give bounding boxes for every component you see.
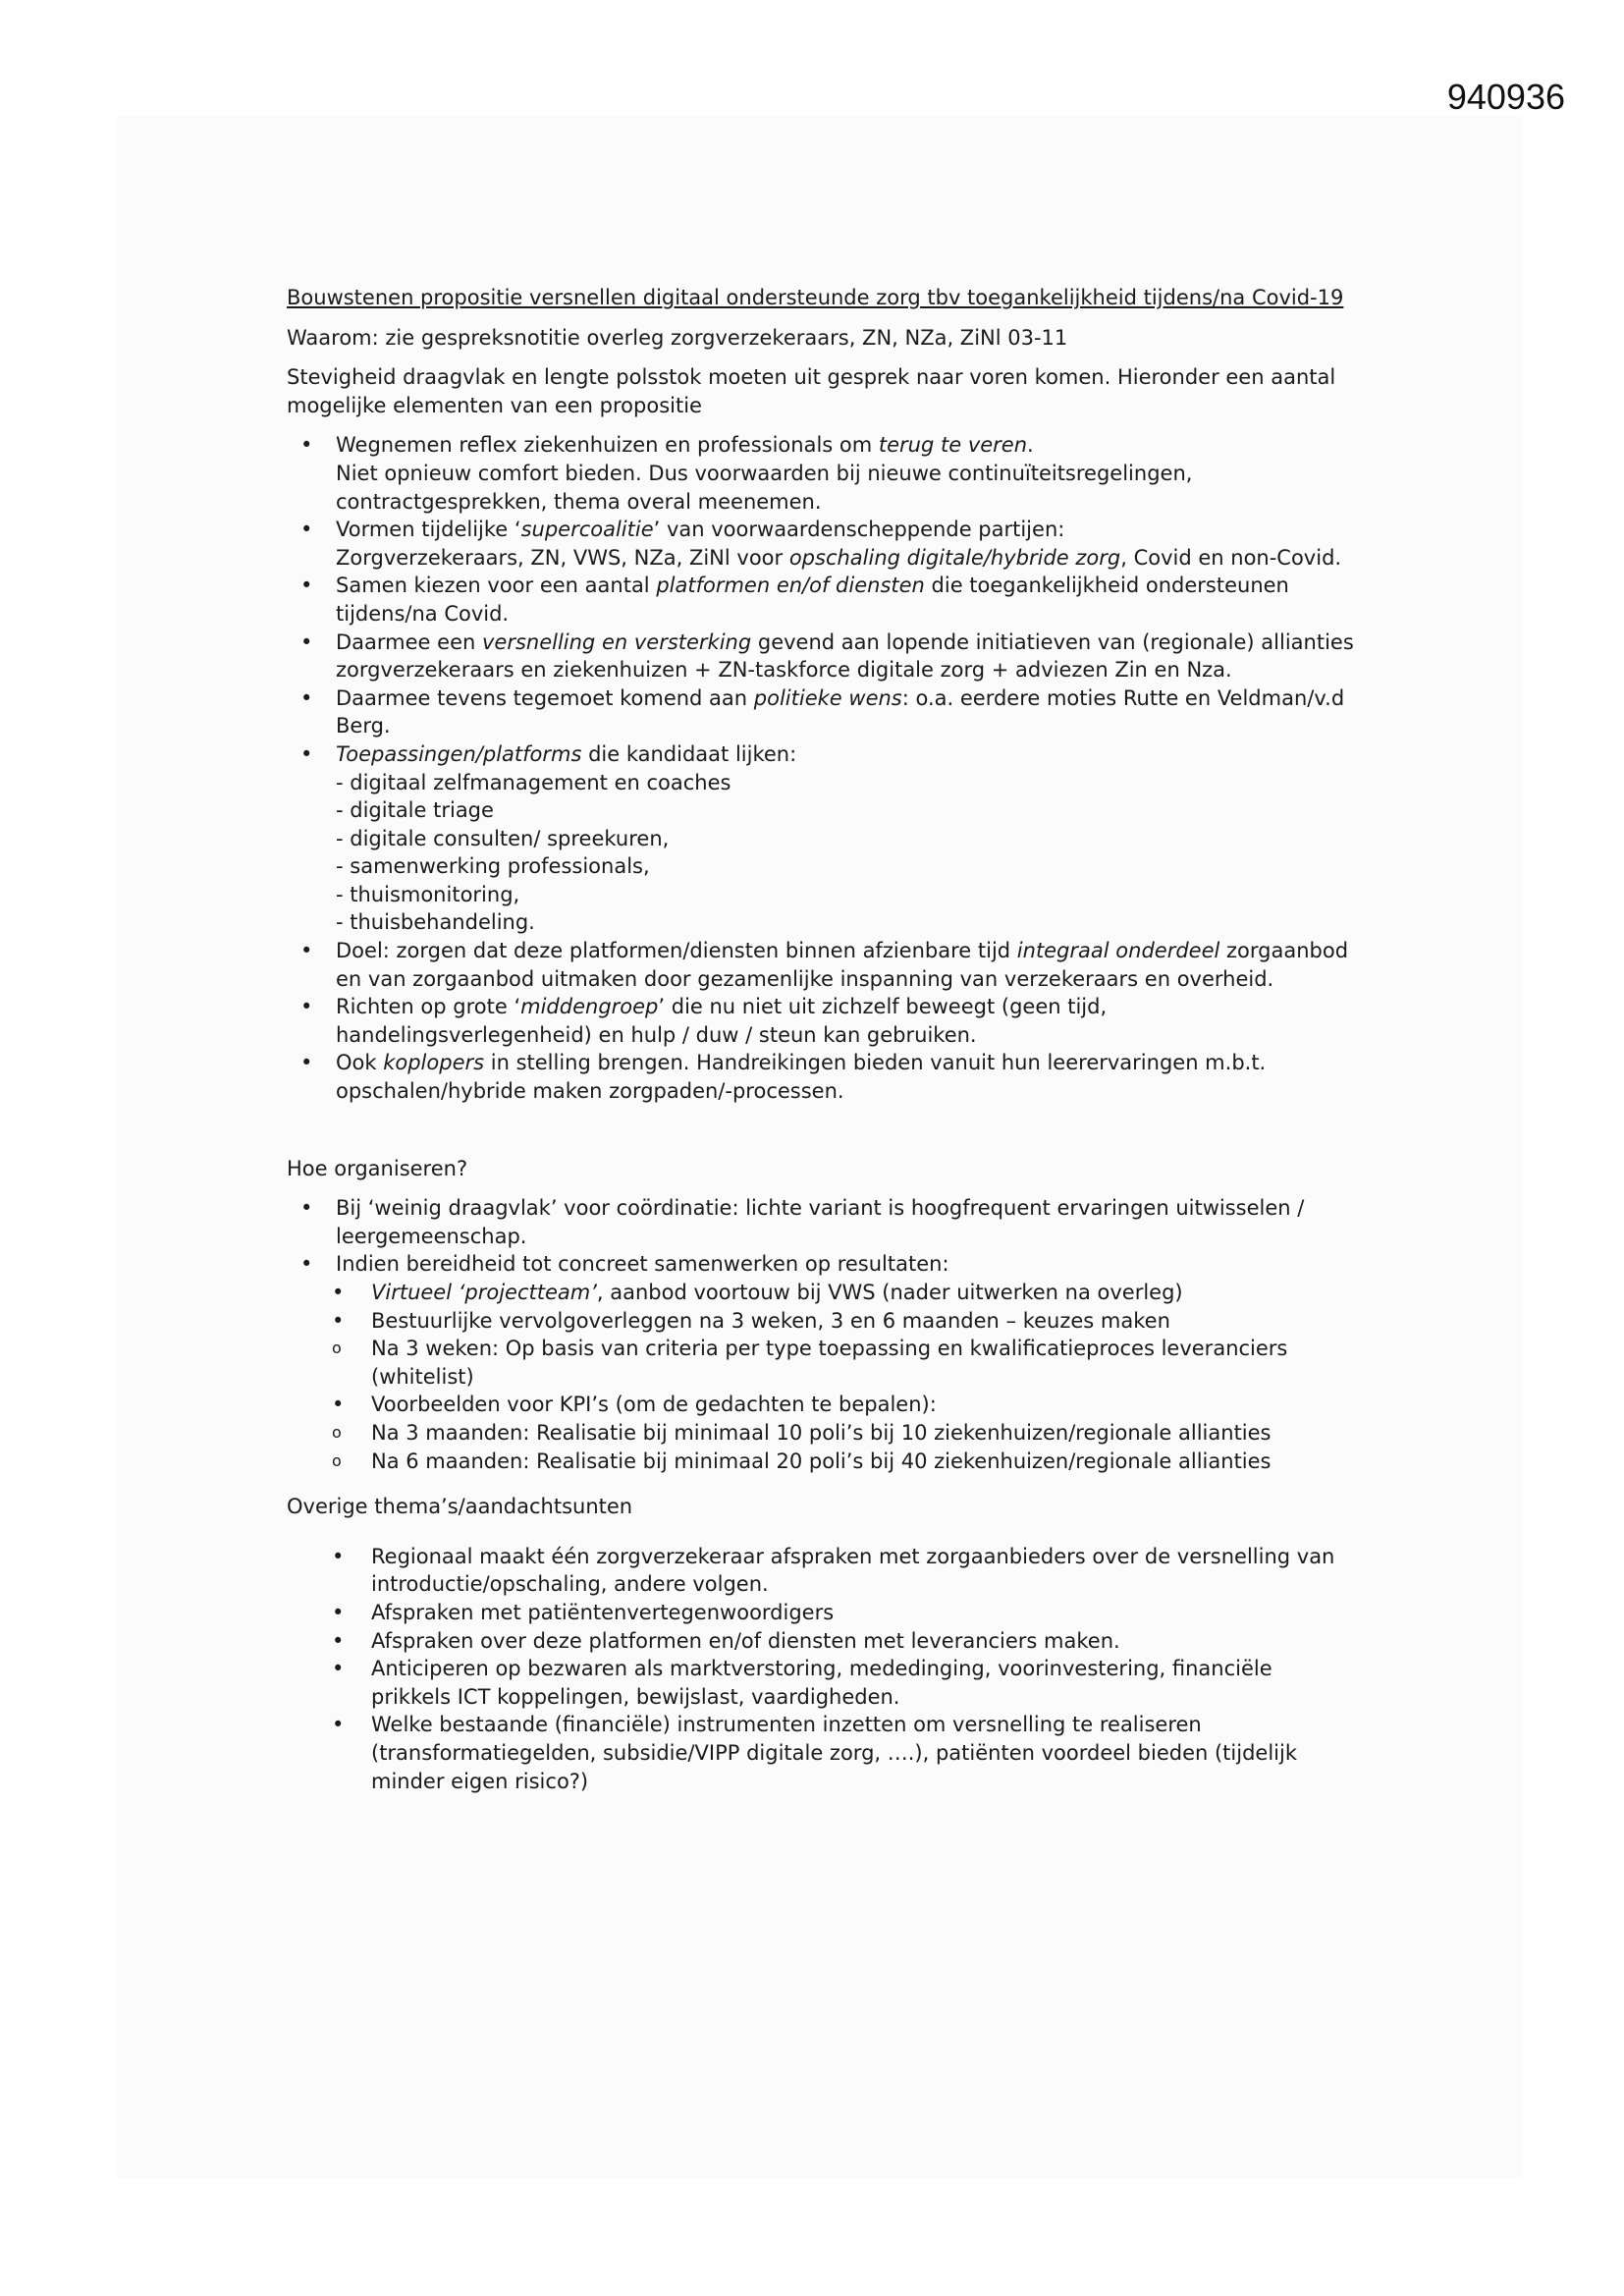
italic-text-segment: supercoalitie [520, 518, 654, 542]
list-item-continuation: - digitale triage [336, 798, 494, 823]
list-item-text [336, 740, 1357, 769]
text-segment: Bij ‘weinig draagvlak’ voor coördinatie: lichte variant is hoogfrequent ervaringen uitwisselen / leergemeenschap. [336, 1196, 1305, 1248]
bullet-dot-icon: • [300, 433, 313, 458]
italic-text-segment: politieke wens [753, 685, 902, 710]
list-item [287, 1711, 1357, 1795]
list-item [287, 1448, 1357, 1476]
bullet-dot-icon: • [332, 1281, 345, 1304]
list-item-text [336, 516, 1357, 544]
list-item-text [336, 993, 1357, 1049]
italic-text-segment: integraal onderdeel [1016, 939, 1220, 963]
list-item-text: Regionaal maakt één zorgverzekeraar afspraken met zorgaanbieders over de versnelling van introductie/opschaling, andere volgen. [371, 1544, 1335, 1597]
bullet-dot-icon: • [300, 939, 313, 963]
bullet-dot-icon: • [300, 1196, 313, 1221]
text-segment: die kandidaat lijken: [581, 741, 797, 766]
text-segment: Bestuurlijke vervolgoverleggen na 3 weken, 3 en 6 maanden – keuzes maken [371, 1308, 1170, 1333]
italic-text-segment: terug te veren [878, 433, 1028, 458]
bullet-dot-icon: • [300, 741, 313, 766]
waarom-line: Waarom: zie gespreksnotitie overleg zorgverzekeraars, ZN, NZa, ZiNl 03-11 [287, 325, 1068, 350]
text-segment: Na 3 weken: Op basis van criteria per type toepassing en kwalificatieproces leveranciers (whitelist) [371, 1337, 1288, 1389]
bullet-dot-icon: • [300, 518, 313, 542]
list-item-text [336, 629, 1357, 684]
list-item [287, 1655, 1357, 1711]
list-item-text [336, 1194, 1357, 1250]
list-item [287, 1049, 1357, 1105]
italic-text-segment: opschaling digitale/hybride zorg [788, 545, 1121, 570]
bullet-dot-icon: • [332, 1657, 345, 1681]
list-item [287, 1599, 1357, 1627]
text-segment: Vormen tijdelijke ‘ [336, 518, 521, 542]
text-segment: ’ van voorwaardenscheppende partijen: [653, 518, 1065, 542]
text-segment: Daarmee tevens tegemoet komend aan [336, 685, 754, 710]
list-item-text: Welke bestaande (financiële) instrumenten inzetten om versnelling te realiseren (transformatiegelden, subsidie/VIPP digitale zorg, ….), patiënten voordeel bieden (tijdelijk minder eigen risico?) [371, 1713, 1298, 1793]
list-item [287, 1543, 1357, 1599]
italic-text-segment: Virtueel ‘projectteam’ [371, 1281, 597, 1304]
text-segment: die toegankelijkheid ondersteunen tijdens/na Covid. [336, 574, 1289, 626]
bullet-dot-icon: • [332, 1713, 345, 1737]
list-item [287, 1307, 1357, 1336]
bullet-dot-icon: • [300, 1051, 313, 1075]
list-item-continuation: - samenwerking professionals, [336, 854, 650, 879]
list-item-text [371, 1335, 1357, 1391]
document-body [287, 284, 1357, 1809]
list-item [287, 993, 1357, 1049]
bullet-dot-icon: • [300, 1252, 313, 1277]
list-item [287, 937, 1357, 993]
list-item-text [336, 1049, 1357, 1105]
bullet-dot-icon: • [332, 1308, 345, 1333]
text-segment: Wegnemen reflex ziekenhuizen en professionals om [336, 433, 879, 458]
document-title: Bouwstenen propositie versnellen digitaal ondersteunde zorg tbv toegankelijkheid tijdens/na Covid-19 [287, 286, 1344, 309]
list-item-text [336, 684, 1357, 740]
text-segment: , aanbod voortouw bij VWS (nader uitwerken na overleg) [596, 1281, 1183, 1304]
text-segment: zorgaanbod en van zorgaanbod uitmaken door gezamenlijke inspanning van verzekeraars en overheid. [336, 939, 1349, 991]
text-segment: in stelling brengen. Handreikingen bieden vanuit hun leerervaringen m.b.t. opschalen/hybride maken zorgpaden/-processen. [336, 1051, 1267, 1104]
italic-text-segment: Toepassingen/platforms [336, 741, 582, 766]
list-item-text [336, 1250, 1357, 1279]
intro-paragraph: Stevigheid draagvlak en lengte polsstok moeten uit gesprek naar voren komen. Hieronder een aantal mogelijke elementen van een propositie [287, 365, 1336, 417]
list-item [287, 1194, 1357, 1250]
list-item [287, 1279, 1357, 1307]
list-item-text [371, 1307, 1357, 1336]
italic-text-segment: platformen en/of diensten [656, 574, 925, 598]
text-segment: Zorgverzekeraars, ZN, VWS, NZa, ZiNl voor [336, 545, 789, 570]
text-segment: Indien bereidheid tot concreet samenwerken op resultaten: [336, 1252, 949, 1277]
bullet-dot-icon: • [332, 1393, 345, 1417]
list-item [287, 1627, 1357, 1656]
text-segment: : o.a. eerdere moties Rutte en Veldman/v.d Berg. [336, 685, 1345, 738]
list-item [287, 1419, 1357, 1448]
list-item [287, 1335, 1357, 1391]
bullet-dot-icon: • [300, 574, 313, 598]
bullet-dot-icon: • [300, 685, 313, 710]
bullet-circle-icon: o [332, 1339, 342, 1358]
list-item-text [371, 1279, 1357, 1307]
list-item-continuation: - digitale consulten/ spreekuren, [336, 826, 670, 850]
bullet-dot-icon: • [332, 1600, 345, 1624]
text-segment: Ook [336, 1051, 384, 1075]
list-item-text [371, 1391, 1357, 1419]
text-segment: Richten op grote ‘ [336, 995, 521, 1019]
list-item [287, 1391, 1357, 1419]
propositie-bullet-list [287, 431, 1357, 1105]
list-item [287, 740, 1357, 937]
bullet-dot-icon: • [300, 629, 313, 654]
text-segment: Doel: zorgen dat deze platformen/diensten binnen afzienbare tijd [336, 939, 1017, 963]
document-number: 940936 [1446, 77, 1565, 117]
list-item [287, 629, 1357, 684]
list-item [287, 516, 1357, 572]
list-item-text [371, 1419, 1357, 1448]
heading-overige-themas: Overige thema’s/aandachtsunten [287, 1495, 633, 1519]
italic-text-segment: middengroep [520, 995, 659, 1019]
list-item-text: Anticiperen op bezwaren als marktverstoring, mededinging, voorinvestering, financiële prikkels ICT koppelingen, bewijslast, vaardigheden. [371, 1657, 1272, 1709]
bullet-dot-icon: • [332, 1544, 345, 1568]
bullet-circle-icon: o [332, 1422, 342, 1442]
text-segment: ’ die nu niet uit zichzelf beweegt (geen tijd, handelingsverlegenheid) en hulp / duw / steun kan gebruiken. [336, 995, 1108, 1047]
text-segment: . [1027, 433, 1034, 458]
text-segment: Samen kiezen voor een aantal [336, 574, 657, 598]
italic-text-segment: koplopers [383, 1051, 485, 1075]
list-item [287, 1250, 1357, 1279]
heading-hoe-organiseren: Hoe organiseren? [287, 1156, 468, 1180]
text-segment: gevend aan lopende initiatieven van (regionale) allianties zorgverzekeraars en ziekenhuizen + ZN-taskforce digitale zorg + adviezen Zin en Nza. [336, 629, 1354, 683]
list-item-text: Afspraken met patiëntenvertegenwoordigers [371, 1600, 835, 1624]
list-item-text: Afspraken over deze platformen en/of diensten met leveranciers maken. [371, 1628, 1120, 1653]
overige-bullet-list [287, 1543, 1357, 1795]
list-item [287, 431, 1357, 516]
bullet-circle-icon: o [332, 1450, 342, 1470]
list-item-continuation: - thuisbehandeling. [336, 910, 535, 935]
list-item-text [336, 572, 1357, 628]
list-item-continuation: - thuismonitoring, [336, 882, 520, 906]
bullet-dot-icon: • [332, 1628, 345, 1653]
italic-text-segment: versnelling en versterking [481, 629, 752, 654]
list-item [287, 684, 1357, 740]
text-segment: Voorbeelden voor KPI’s (om de gedachten te bepalen): [371, 1393, 937, 1417]
list-item-text [336, 431, 1357, 460]
organiseren-bullet-list [287, 1194, 1357, 1475]
list-item-continuation: - digitaal zelfmanagement en coaches [336, 770, 731, 794]
list-item [287, 572, 1357, 628]
text-segment: Na 3 maanden: Realisatie bij minimaal 10 poli’s bij 10 ziekenhuizen/regionale allianties [371, 1420, 1272, 1445]
list-item-continuation [336, 544, 1357, 573]
text-segment: , Covid en non-Covid. [1120, 545, 1342, 570]
bullet-dot-icon: • [300, 995, 313, 1019]
list-item-text [336, 937, 1357, 993]
text-segment: Na 6 maanden: Realisatie bij minimaal 20 poli’s bij 40 ziekenhuizen/regionale allianties [371, 1449, 1272, 1473]
text-segment: Daarmee een [336, 629, 482, 654]
list-item-text [371, 1448, 1357, 1476]
list-item-continuation: Niet opnieuw comfort bieden. Dus voorwaarden bij nieuwe continuïteitsregelingen, contractgesprekken, thema overal meenemen. [336, 461, 1193, 514]
